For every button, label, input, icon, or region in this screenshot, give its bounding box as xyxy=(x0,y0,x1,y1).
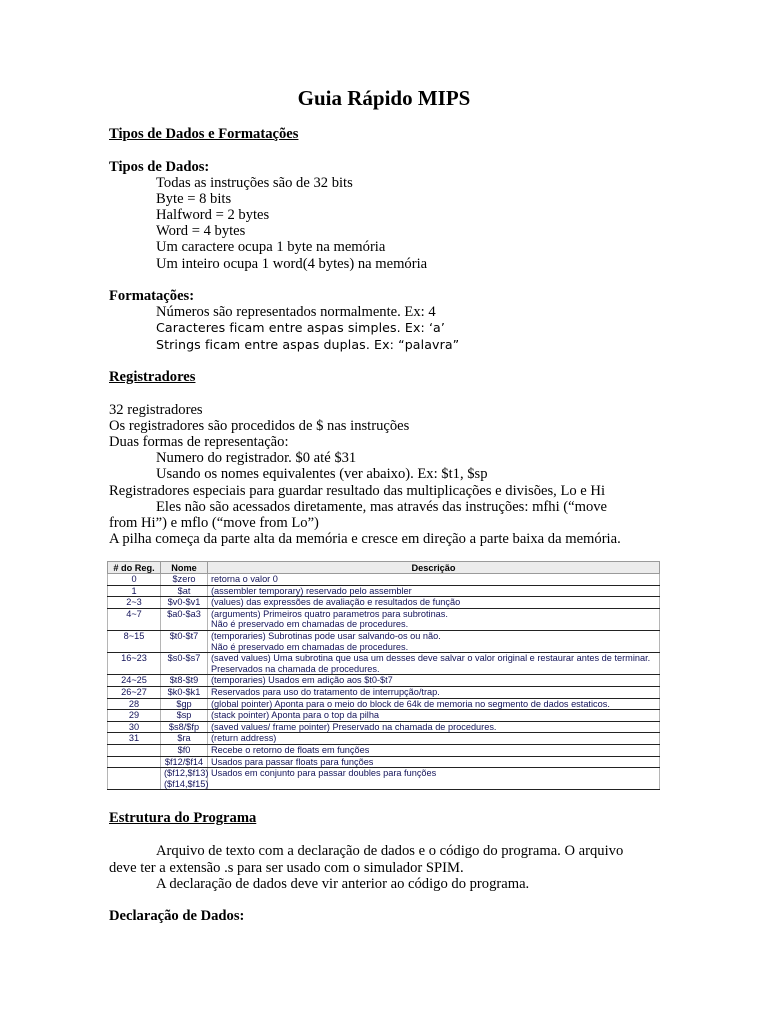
table-row xyxy=(108,710,660,722)
reg-number xyxy=(108,768,161,790)
reg-number: 0 xyxy=(108,574,161,586)
table-row xyxy=(108,733,660,745)
reg-description xyxy=(208,630,660,652)
reg-name xyxy=(161,768,208,790)
reg-name: $sp xyxy=(161,710,208,722)
table-row xyxy=(108,756,660,768)
table-row xyxy=(108,630,660,652)
table-row xyxy=(108,597,660,609)
reg-number: 4~7 xyxy=(108,608,161,630)
reg-name: $t0-$t7 xyxy=(161,630,208,652)
section-heading-declaracao: Declaração de Dados: xyxy=(109,908,245,924)
reg-description: retorna o valor 0 xyxy=(208,574,660,586)
table-row xyxy=(108,585,660,597)
reg-description xyxy=(208,653,660,675)
register-table xyxy=(107,561,660,790)
reg-description xyxy=(208,608,660,630)
reg-description: (saved values/ frame pointer) Preservado na chamada de procedures. xyxy=(208,721,660,733)
reg-number: 1 xyxy=(108,585,161,597)
table-row xyxy=(108,653,660,675)
registradores-line: Os registradores são procedidos de $ nas instruções xyxy=(109,418,410,434)
table-row xyxy=(108,608,660,630)
reg-description-line: (arguments) Primeiros quatro parametros para subrotinas. xyxy=(211,608,448,619)
reg-name: $zero xyxy=(161,574,208,586)
formatacoes-item: Caracteres ficam entre aspas simples. Ex: ‘a’ xyxy=(156,320,445,335)
reg-number: 24~25 xyxy=(108,675,161,687)
reg-number xyxy=(108,756,161,768)
reg-name: $t8-$t9 xyxy=(161,675,208,687)
registradores-line: Duas formas de representação: xyxy=(109,434,289,450)
registradores-line: Usando os nomes equivalentes (ver abaixo). Ex: $t1, $sp xyxy=(156,466,488,482)
tipos-item: Um inteiro ocupa 1 word(4 bytes) na memória xyxy=(156,256,428,272)
registradores-line: Numero do registrador. $0 até $31 xyxy=(156,450,357,466)
reg-name: $s8/$fp xyxy=(161,721,208,733)
reg-description-line: (saved values) Uma subrotina que usa um desses deve salvar o valor original e restaurar antes de terminar. xyxy=(211,653,651,664)
tipos-item: Word = 4 bytes xyxy=(156,223,246,239)
registradores-line: Registradores especiais para guardar resultado das multiplicações e divisões, Lo e Hi xyxy=(109,483,606,499)
reg-description: (values) das expressões de avaliação e resultados de função xyxy=(208,597,660,609)
formatacoes-item: Strings ficam entre aspas duplas. Ex: “palavra” xyxy=(156,337,460,352)
reg-description: Usados para passar floats para funções xyxy=(208,756,660,768)
page-title: Guia Rápido MIPS xyxy=(297,86,471,110)
reg-description: (global pointer) Aponta para o meio do block de 64k de memoria no segmento de dados estaticos. xyxy=(208,698,660,710)
section-heading-tipos-formatacoes: Tipos de Dados e Formatações xyxy=(109,126,299,142)
reg-description: (return address) xyxy=(208,733,660,745)
tipos-item: Todas as instruções são de 32 bits xyxy=(156,175,353,191)
table-row xyxy=(108,721,660,733)
reg-number: 26~27 xyxy=(108,686,161,698)
reg-description: Usados em conjunto para passar doubles para funções xyxy=(208,768,660,790)
registradores-line: Eles não são acessados diretamente, mas através das instruções: mfhi (“move xyxy=(156,499,608,515)
reg-name-line: ($f12,$f13) xyxy=(164,768,209,779)
reg-name: $v0-$v1 xyxy=(161,597,208,609)
reg-description-line: Preservados na chamada de procedures. xyxy=(211,663,380,674)
reg-name: $gp xyxy=(161,698,208,710)
tipos-item: Byte = 8 bits xyxy=(156,191,232,207)
reg-name: $k0-$k1 xyxy=(161,686,208,698)
table-row xyxy=(108,768,660,790)
reg-number: 28 xyxy=(108,698,161,710)
formatacoes-item: Números são representados normalmente. Ex: 4 xyxy=(156,304,436,320)
table-header: # do Reg. xyxy=(108,562,161,574)
reg-description: (temporaries) Usados em adição aos $t0-$t7 xyxy=(208,675,660,687)
tipos-item: Um caractere ocupa 1 byte na memória xyxy=(156,239,386,255)
reg-name: $at xyxy=(161,585,208,597)
reg-description-line: Não é preservado em chamadas de procedures. xyxy=(211,641,409,652)
subheading-formatacoes: Formatações: xyxy=(109,288,195,304)
reg-number xyxy=(108,744,161,756)
table-row xyxy=(108,574,660,586)
table-header-row xyxy=(108,562,660,574)
registradores-line: A pilha começa da parte alta da memória e cresce em direção a parte baixa da memória. xyxy=(109,531,621,547)
reg-description: (assembler temporary) reservado pelo assembler xyxy=(208,585,660,597)
reg-description-line: (temporaries) Subrotinas pode usar salvando-os ou não. xyxy=(211,630,441,641)
reg-name: $a0-$a3 xyxy=(161,608,208,630)
reg-number: 30 xyxy=(108,721,161,733)
reg-name: $f0 xyxy=(161,744,208,756)
reg-name: $s0-$s7 xyxy=(161,653,208,675)
registradores-line: 32 registradores xyxy=(109,402,203,418)
reg-description-line: Não é preservado em chamadas de procedures. xyxy=(211,619,409,630)
table-row xyxy=(108,686,660,698)
table-header: Nome xyxy=(161,562,208,574)
reg-description: (stack pointer) Aponta para o top da pilha xyxy=(208,710,660,722)
estrutura-line: Arquivo de texto com a declaração de dados e o código do programa. O arquivo xyxy=(156,843,624,859)
registradores-line: from Hi”) e mflo (“move from Lo”) xyxy=(109,515,319,531)
table-row xyxy=(108,675,660,687)
reg-name: $f12/$f14 xyxy=(161,756,208,768)
subheading-tipos-de-dados: Tipos de Dados: xyxy=(109,159,210,175)
table-row xyxy=(108,698,660,710)
table-header: Descrição xyxy=(208,562,660,574)
reg-number: 8~15 xyxy=(108,630,161,652)
reg-number: 16~23 xyxy=(108,653,161,675)
reg-name: $ra xyxy=(161,733,208,745)
reg-name-line: ($f14,$f15) xyxy=(164,778,209,789)
reg-description: Recebe o retorno de floats em funções xyxy=(208,744,660,756)
section-heading-registradores: Registradores xyxy=(109,369,196,385)
reg-number: 31 xyxy=(108,733,161,745)
section-heading-estrutura: Estrutura do Programa xyxy=(109,810,257,826)
reg-description: Reservados para uso do tratamento de interrupção/trap. xyxy=(208,686,660,698)
estrutura-line: deve ter a extensão .s para ser usado com o simulador SPIM. xyxy=(109,860,464,876)
reg-number: 29 xyxy=(108,710,161,722)
reg-number: 2~3 xyxy=(108,597,161,609)
table-row xyxy=(108,744,660,756)
estrutura-line: A declaração de dados deve vir anterior ao código do programa. xyxy=(156,876,530,892)
tipos-item: Halfword = 2 bytes xyxy=(156,207,270,223)
